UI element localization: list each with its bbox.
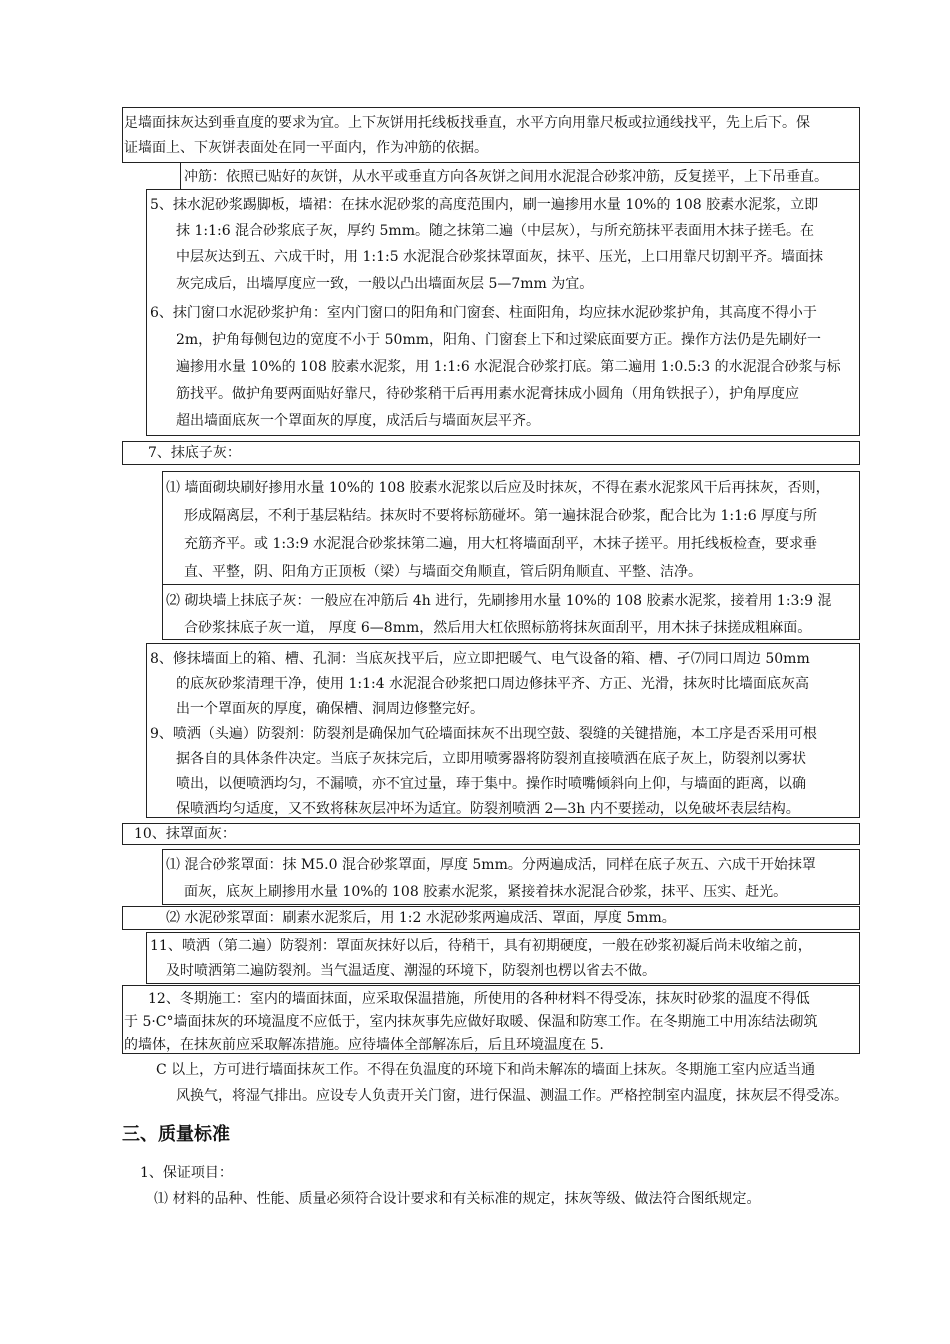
paragraph-line: 5、抹水泥砂浆踢脚板，墙裙：在抹水泥砂浆的高度范围内，刷一遍掺用水量 10%的 108 胶素水泥浆，立即 xyxy=(150,197,819,213)
paragraph-line: 形成隔离层，不利于基层粘结。抹灰时不要将标筋碰坏。第一遍抹混合砂浆，配合比为 1:1:6 厚度与所 xyxy=(184,508,818,524)
paragraph-line: 11、喷洒（第二遍）防裂剂：罩面灰抹好以后，待稍干，具有初期硬度，一般在砂浆初凝后尚未收缩之前， xyxy=(150,938,812,954)
paragraph-line: 出一个罩面灰的厚度，确保槽、洞周边修整完好。 xyxy=(176,701,484,717)
paragraph-line: 超出墙面底灰一个罩面灰的厚度，成活后与墙面灰层平齐。 xyxy=(176,413,540,429)
paragraph-line: ⑵ 水泥砂浆罩面：刷素水泥浆后，用 1:2 水泥砂浆两遍成活、罩面，厚度 5mm。 xyxy=(166,910,676,926)
paragraph-line: 9、喷洒（头遍）防裂剂：防裂剂是确保加气砼墙面抹灰不出现空鼓、裂缝的关键措施，本工序是否采用可根 xyxy=(150,726,817,742)
section-7-title: 7、抹底子灰： xyxy=(148,445,241,461)
paragraph-line: 充筋齐平。或 1:3:9 水泥混合砂浆抹第二遍，用大杠将墙面刮平，木抹子搓平。用托线板检查，要求垂 xyxy=(184,536,818,552)
paragraph-line: 的墙体，在抹灰前应采取解冻措施。应待墙体全部解冻后，后且环境温度在 5. xyxy=(124,1037,604,1053)
paragraph-line: 12、冬期施工：室内的墙面抹面，应采取保温措施，所使用的各种材料不得受冻，抹灰时砂浆的温度不得低 xyxy=(148,991,810,1007)
paragraph-line: 冲筋：依照已贴好的灰饼，从水平或垂直方向各灰饼之间用水泥混合砂浆冲筋，反复搓平，上下吊垂直。 xyxy=(184,169,828,185)
paragraph-line: 直、平整，阴、阳角方正顶板（梁）与墙面交角顺直，管后阴角顺直、平整、洁净。 xyxy=(184,564,702,580)
paragraph-line: 8、修抹墙面上的箱、槽、孔洞：当底灰找平后，应立即把暖气、电气设备的箱、槽、孑⑺同口周边 50mm xyxy=(150,651,810,667)
section-10-title: 10、抹罩面灰： xyxy=(134,826,236,842)
paragraph-line: 筋找平。做护角要两面贴好靠尺，待砂浆稍干后再用素水泥膏抹成小圆角（用角铁抿子），护角厚度应 xyxy=(176,386,799,402)
paragraph-line: 遍掺用水量 10%的 108 胶素水泥浆，用 1:1:6 水泥混合砂浆打底。第二遍用 1:0.5:3 的水泥混合砂浆与标 xyxy=(176,359,841,375)
paragraph-line: 及时喷洒第二遍防裂剂。当气温适度、潮湿的环境下，防裂剂也楞以省去不做。 xyxy=(166,963,656,979)
paragraph-line: ⑴ 材料的品种、性能、质量必须符合设计要求和有关标准的规定，抹灰等级、做法符合图纸规定。 xyxy=(154,1191,761,1207)
paragraph-line: 抹 1:1:6 混合砂浆底子灰，厚约 5mm。随之抹第二遍（中层灰），与所充筋抹平表面用木抹子搓毛。在 xyxy=(176,223,814,239)
paragraph-line: 1、保证项目： xyxy=(140,1165,233,1181)
paragraph-line: 中层灰达到五、六成干时，用 1:1:5 水泥混合砂浆抹罩面灰，抹平、压光，上口用靠尺切割平齐。墙面抹 xyxy=(176,249,824,265)
paragraph-line: 保喷洒均匀适度，又不致将秣灰层冲坏为适宜。防裂剂喷洒 2—3h 内不要搓动，以免破坏表层结构。 xyxy=(176,801,800,817)
paragraph-line: 于 5·C°墙面抹灰的环境温度不应低于，室内抹灰事先应做好取暖、保温和防寒工作。在冬期施工中用冻结法砌筑 xyxy=(124,1014,818,1030)
paragraph-line: 据各自的具体条件决定。当底子灰抹完后，立即用喷雾器将防裂剂直接喷洒在底子灰上，防裂剂以雾状 xyxy=(176,751,806,767)
paragraph-line: 足墙面抹灰达到垂直度的要求为宜。上下灰饼用托线板找垂直，水平方向用靠尺板或拉通线找平，先上后下。保 xyxy=(124,115,810,131)
paragraph-line: 的底灰砂浆清理干净，使用 1:1:4 水泥混合砂浆把口周边修抹平齐、方正、光滑，抹灰时比墙面底灰高 xyxy=(176,676,810,692)
paragraph-line: ⑴ 混合砂浆罩面：抹 M5.0 混合砂浆罩面，厚度 5mm。分两遍成活，同样在底子灰五、六成干开始抹罩 xyxy=(166,857,816,873)
paragraph-line: 2m，护角每侧包边的宽度不小于 50mm，阳角、门窗套上下和过梁底面要方正。操作方法仍是先刷好一 xyxy=(176,332,821,348)
paragraph-line: 合砂浆抹底子灰一道， 厚度 6—8mm，然后用大杠依照标筋将抹灰面刮平，用木抹子抹搓成粗麻面。 xyxy=(184,620,812,636)
paragraph-line: 灰完成后，出墙厚度应一致，一般以凸出墙面灰层 5—7mm 为宜。 xyxy=(176,276,594,292)
paragraph-line: 证墙面上、下灰饼表面处在同一平面内，作为冲筋的依据。 xyxy=(124,140,488,156)
paragraph-line: 面灰，底灰上刷掺用水量 10%的 108 胶素水泥浆，紧接着抹水泥混合砂浆，抹平、压实、赶光。 xyxy=(184,884,788,900)
paragraph-line: ⑴ 墙面砌块刷好掺用水量 10%的 108 胶素水泥浆以后应及时抹灰，不得在素水泥浆风干后再抹灰，否则， xyxy=(166,480,830,496)
paragraph-line: 6、抹门窗口水泥砂浆护角：室内门窗口的阳角和门窗套、柱面阳角，均应抹水泥砂浆护角，其高度不得小于 xyxy=(150,305,817,321)
paragraph-line: 风换气，将湿气排出。应设专人负责开关门窗，进行保温、测温工作。严格控制室内温度，抹灰层不得受冻。 xyxy=(176,1088,848,1104)
paragraph-line: 喷出，以便喷洒均匀，不漏喷，亦不宜过量，琫于集中。操作时喷嘴倾斜向上仰，与墙面的距离，以确 xyxy=(176,776,806,792)
paragraph-line: ⑵ 砌块墙上抹底子灰：一般应在冲筋后 4h 进行，先刷掺用水量 10%的 108 胶素水泥浆，接着用 1:3:9 混 xyxy=(166,593,832,609)
paragraph-line: C 以上，方可进行墙面抹灰工作。不得在负温度的环境下和尚未解冻的墙面上抹灰。冬期施工室内应适当通 xyxy=(156,1062,816,1078)
section-heading: 三、质量标准 xyxy=(122,1124,230,1145)
